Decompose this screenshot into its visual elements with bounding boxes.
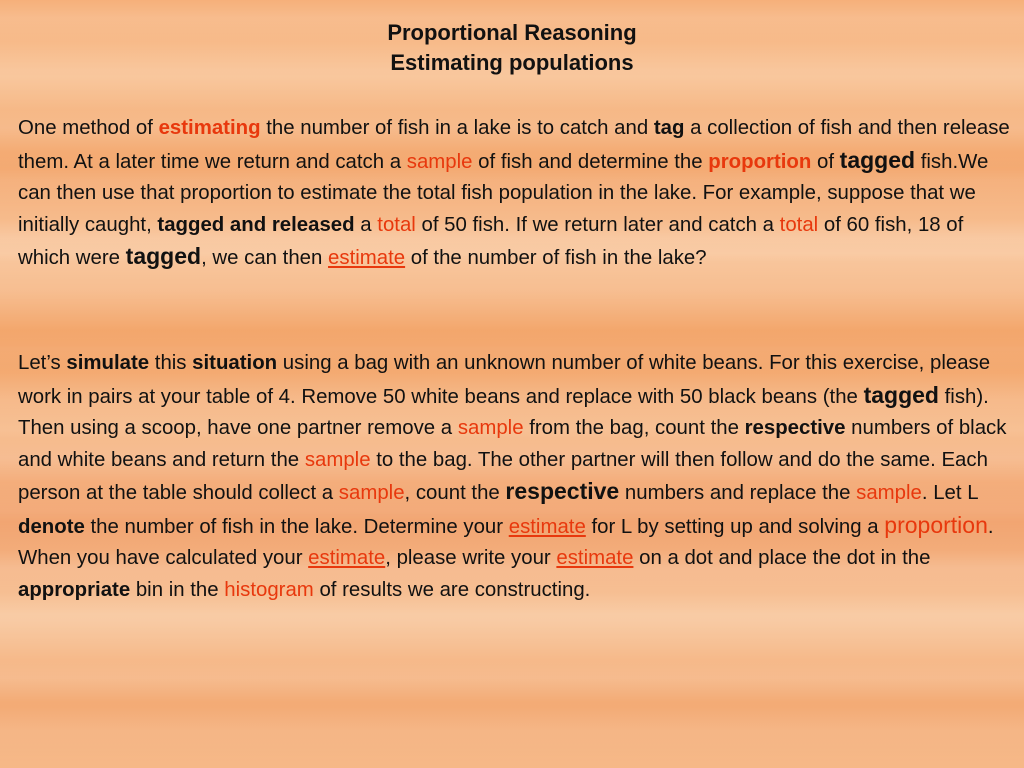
text-run: histogram	[224, 578, 314, 601]
text-run: estimate	[508, 515, 586, 538]
paragraph-fish-estimation	[18, 113, 1018, 275]
text-run: sample	[457, 417, 524, 439]
text-run: simulate	[66, 352, 150, 374]
text-run: . When you have calculated your	[18, 515, 994, 569]
text-run: of results we are constructing.	[313, 578, 591, 601]
text-run: of 60 fish, 18 of which were	[18, 213, 964, 269]
text-run: a collection of fish and then release them. At a later time we return and catch a	[18, 117, 1010, 173]
text-run: , count the	[404, 482, 506, 504]
text-run: sample	[338, 482, 405, 504]
text-run: respective	[744, 417, 846, 439]
title-line-2: Estimating populations	[390, 50, 634, 75]
text-run: One method of	[18, 117, 159, 139]
text-run: . Let L	[921, 482, 978, 504]
text-run: total	[779, 213, 819, 236]
text-run: estimate	[308, 547, 386, 569]
text-run: tag	[653, 117, 685, 139]
text-run: tagged	[125, 243, 202, 269]
text-run: to the bag. The other partner will then follow and do the same. Each person at the table should collect a	[18, 448, 988, 504]
text-run: the number of fish in a lake is to catch and	[260, 117, 654, 139]
text-run: of 50 fish. If we return later and catch a	[415, 213, 780, 236]
text-run: of	[811, 150, 840, 173]
text-run: estimate	[556, 547, 634, 569]
text-run: using a bag with an unknown number of white beans. For this exercise, please work in pairs at your table of 4. Remove 50 white beans and replace with 50 black beans (the	[18, 352, 991, 408]
text-run: respective	[505, 478, 620, 504]
text-run: fish). Then using a scoop, have one partner remove a	[18, 385, 989, 439]
text-run: tagged	[863, 381, 939, 408]
text-run: proportion	[884, 511, 988, 538]
text-run: sample	[406, 150, 473, 173]
text-run: , please write your	[385, 547, 557, 569]
text-run: of fish and determine the	[472, 150, 709, 173]
text-run: proportion	[708, 150, 812, 173]
text-run: fish.We can then use that proportion to estimate the total fish population in the lake. For example, suppose that we initially caught,	[18, 150, 989, 236]
text-run: tagged and released	[157, 213, 355, 236]
text-run: the number of fish in the lake. Determine your	[84, 515, 509, 538]
text-run: this	[149, 352, 193, 374]
text-run: sample	[856, 482, 922, 504]
text-run: numbers of black and white beans and return the	[18, 417, 1007, 471]
text-run: a	[354, 213, 378, 236]
text-run: from the bag, count the	[523, 417, 745, 439]
text-run: numbers and replace the	[619, 482, 857, 504]
text-run: sample	[304, 448, 371, 471]
text-run: estimating	[158, 117, 261, 139]
text-run: tagged	[839, 146, 916, 173]
text-run: total	[377, 213, 416, 236]
text-run: on a dot and place the dot in the	[633, 547, 931, 569]
text-run: estimate	[328, 247, 406, 269]
text-run: denote	[18, 515, 85, 538]
title-line-1: Proportional Reasoning	[387, 20, 637, 45]
text-run: bin in the	[130, 578, 225, 601]
text-run: Let’s	[18, 352, 67, 374]
text-run: of the number of fish in the lake?	[405, 247, 707, 269]
text-run: , we can then	[201, 247, 329, 269]
text-run: appropriate	[18, 578, 131, 601]
text-run: for L by setting up and solving a	[585, 515, 885, 538]
slide-title	[0, 18, 1024, 78]
paragraph-bean-simulation	[18, 348, 1018, 606]
text-run: situation	[192, 352, 278, 374]
